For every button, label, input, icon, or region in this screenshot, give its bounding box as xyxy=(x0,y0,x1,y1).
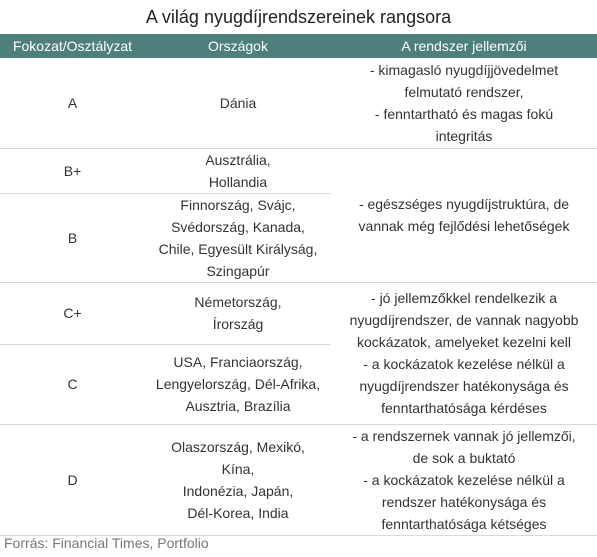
countries-cell xyxy=(145,193,331,282)
features-cell xyxy=(331,424,597,535)
feature-line: fenntarthatósága kétséges xyxy=(381,515,547,532)
countries-cell xyxy=(145,424,331,535)
table-row xyxy=(0,58,597,148)
country-line: Finnország, Svájc, xyxy=(180,196,296,213)
country-line: Dél-Korea, India xyxy=(187,504,289,521)
grade-cell: D xyxy=(0,424,145,535)
table-row xyxy=(0,148,597,193)
country-line: Olaszország, Mexikó, xyxy=(171,438,305,455)
feature-line: integritás xyxy=(435,127,493,144)
grade-cell: C+ xyxy=(0,282,145,344)
features-cell xyxy=(331,282,597,424)
country-line: Ausztrália, xyxy=(205,151,271,168)
country-line: Dánia xyxy=(219,94,257,111)
countries-cell xyxy=(145,58,331,148)
countries-cell xyxy=(145,148,331,193)
feature-line: kockázatok, amelyeket kezelni kell xyxy=(357,334,571,350)
country-line: Németország, xyxy=(194,294,282,310)
country-line: Kína, xyxy=(221,460,255,477)
column-header-countries: Országok xyxy=(145,34,331,58)
feature-line: vannak még fejlődési lehetőségek xyxy=(358,218,570,234)
feature-line: de sok a buktató xyxy=(412,449,516,466)
feature-line: - a rendszernek vannak jó jellemzői, xyxy=(352,427,576,444)
grade-cell: C xyxy=(0,344,145,424)
feature-line: - a kockázatok kezelése nélkül a xyxy=(363,471,565,488)
feature-line: - jó jellemzőkkel rendelkezik a xyxy=(371,290,557,306)
feature-line: - fenntartható és magas fokú xyxy=(374,105,554,122)
table-row xyxy=(0,282,597,344)
source-note: Forrás: Financial Times, Portfolio xyxy=(4,535,209,551)
countries-cell xyxy=(145,282,331,344)
feature-line: nyugdíjrendszer hatékonysága és xyxy=(359,378,569,394)
feature-line: nyugdíjrendszer, de vannak nagyobb xyxy=(349,312,579,328)
feature-line: - a kockázatok kezelése nélkül a xyxy=(363,356,565,372)
features-cell xyxy=(331,58,597,148)
country-line: Szingapúr xyxy=(206,262,270,279)
grade-cell: B xyxy=(0,193,145,282)
features-cell xyxy=(331,148,597,282)
table-title: A világ nyugdíjrendszereinek rangsora xyxy=(145,7,452,27)
feature-line: - egészséges nyugdíjstruktúra, de xyxy=(358,196,570,212)
feature-line: rendszer hatékonysága és xyxy=(381,493,547,510)
feature-line: - kimagasló nyugdíjjövedelmet xyxy=(369,61,559,78)
grade-cell: B+ xyxy=(0,148,145,193)
table-row xyxy=(0,424,597,535)
country-line: Lengyelország, Dél-Afrika, xyxy=(155,376,321,392)
ranking-table xyxy=(0,34,597,536)
countries-cell xyxy=(145,344,331,424)
feature-line: felmutató rendszer, xyxy=(404,83,524,100)
grade-cell: A xyxy=(0,58,145,148)
column-header-grade: Fokozat/Osztályzat xyxy=(0,34,145,58)
country-line: Hollandia xyxy=(208,173,268,190)
column-header-features: A rendszer jellemzői xyxy=(331,34,597,58)
table-header-row xyxy=(0,34,597,58)
feature-line: fenntarthatósága kérdéses xyxy=(381,400,547,416)
country-line: USA, Franciaország, xyxy=(173,354,303,370)
country-line: Chile, Egyesült Királyság, xyxy=(158,240,318,257)
country-line: Ausztria, Brazília xyxy=(185,398,291,414)
country-line: Írország xyxy=(212,316,264,332)
country-line: Indonézia, Japán, xyxy=(182,482,294,499)
country-line: Svédország, Kanada, xyxy=(171,218,305,235)
